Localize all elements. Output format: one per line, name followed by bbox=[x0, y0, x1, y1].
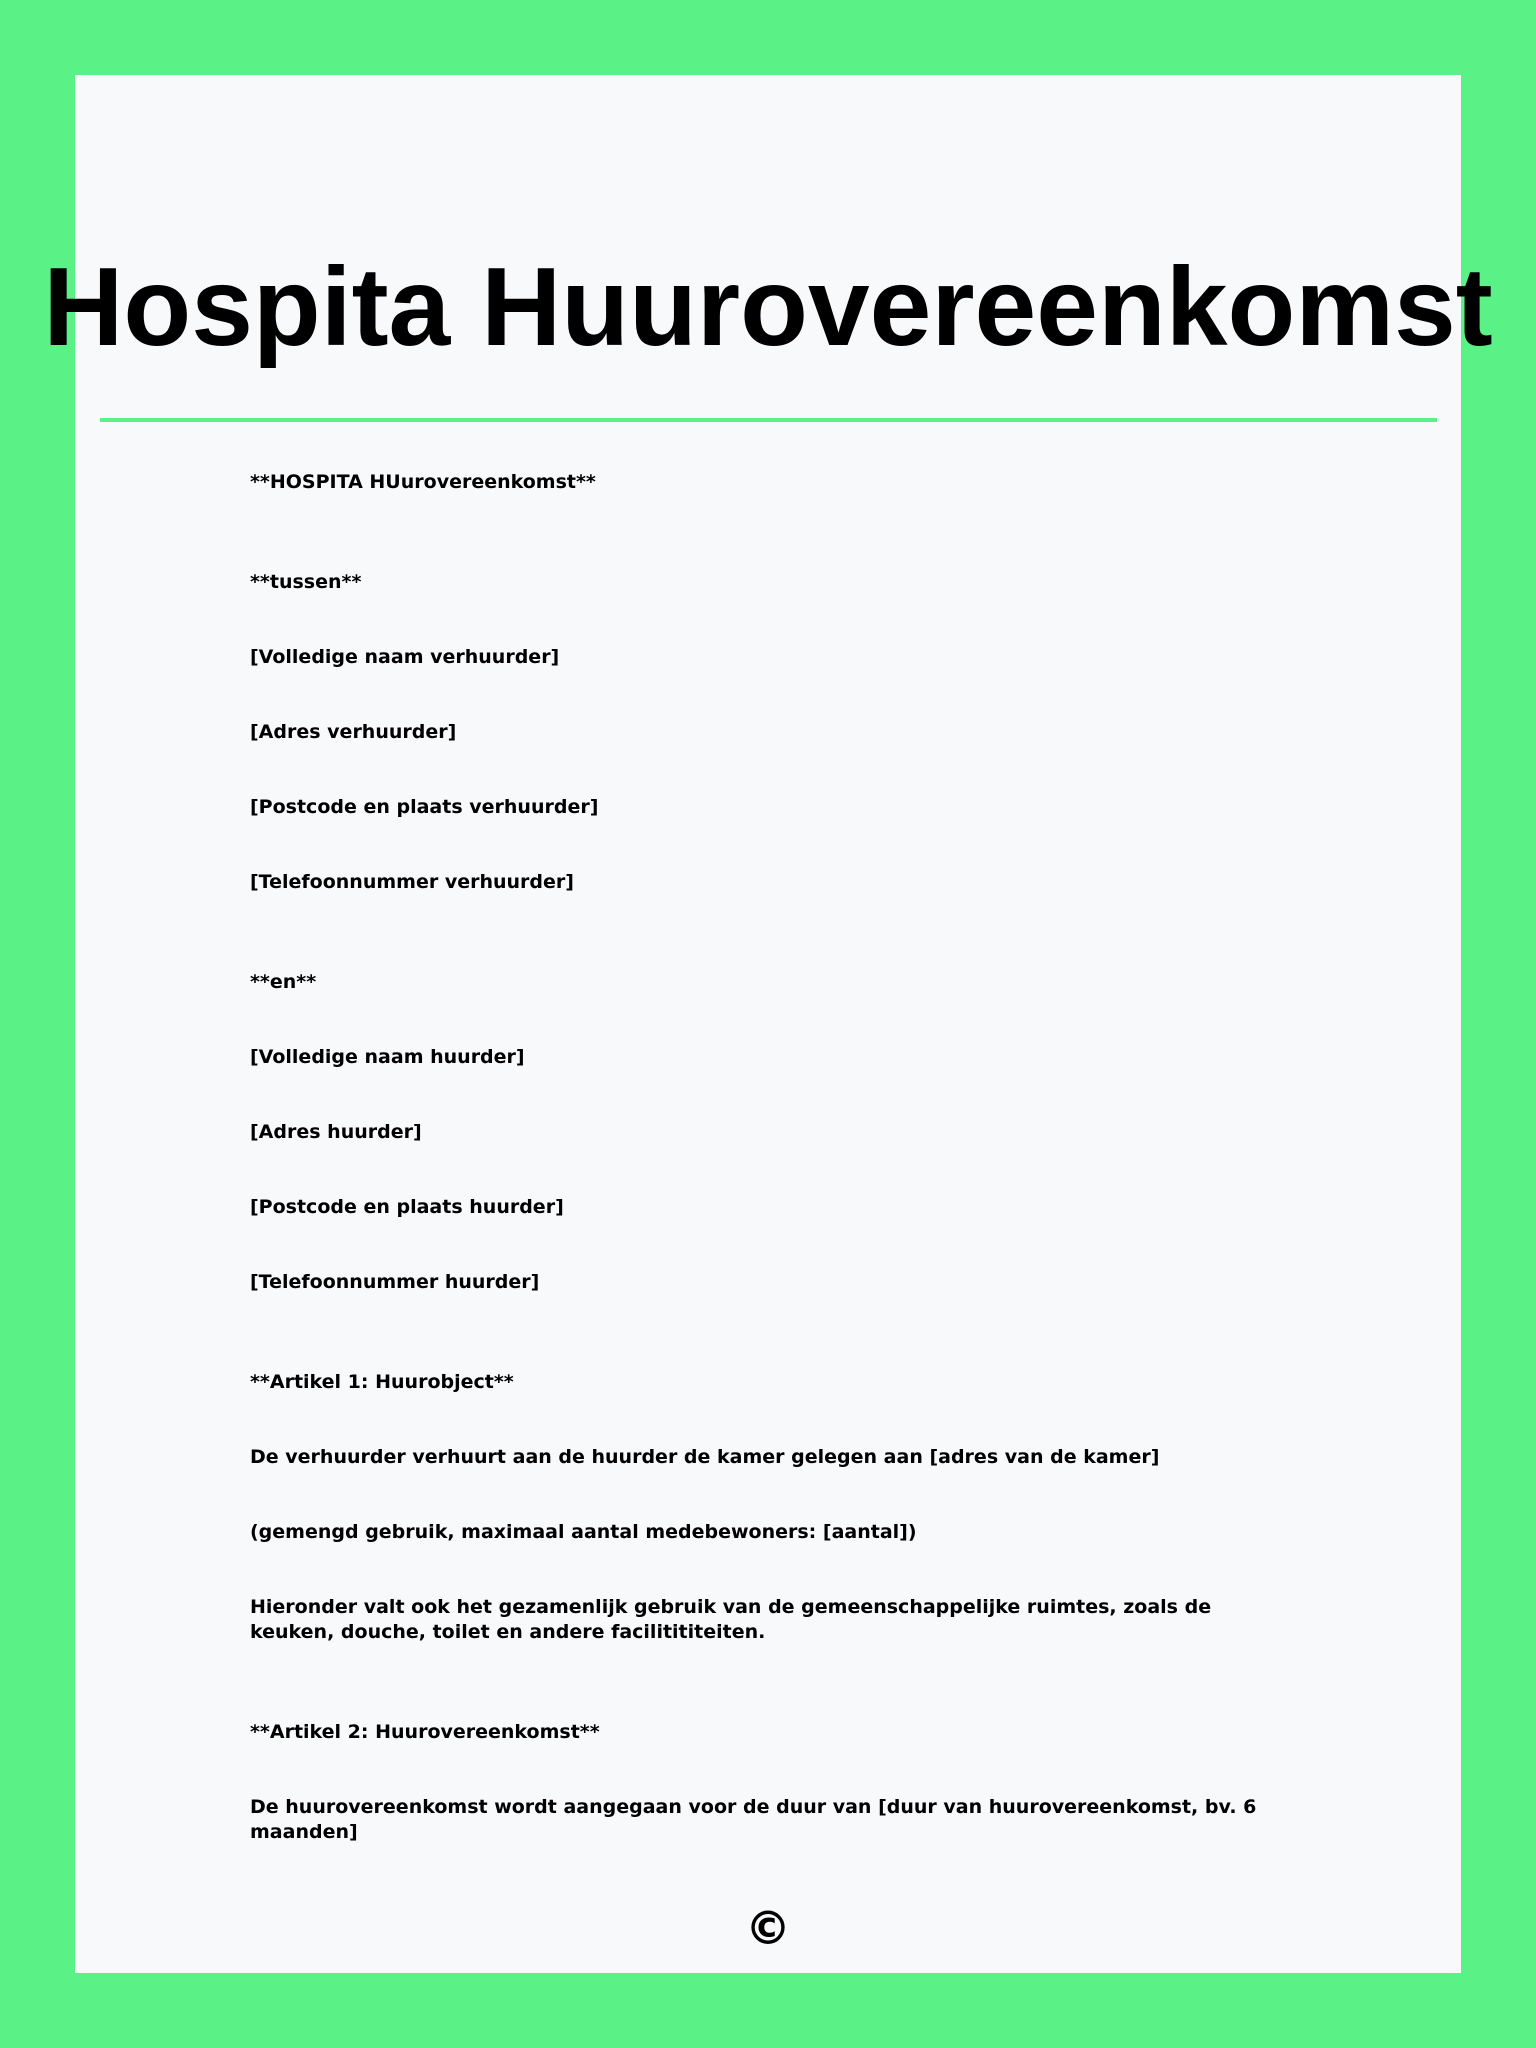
tenant-address-field: [Adres huurder] bbox=[250, 1121, 422, 1143]
tenant-name-field: [Volledige naam huurder] bbox=[250, 1046, 525, 1068]
article-1-heading: **Artikel 1: Huurobject** bbox=[250, 1371, 514, 1393]
document-title: Hospita Huurovereenkomst bbox=[43, 245, 1493, 369]
landlord-name-field: [Volledige naam verhuurder] bbox=[250, 646, 560, 668]
landlord-address-field: [Adres verhuurder] bbox=[250, 721, 457, 743]
doc-party-intro-landlord: **tussen** bbox=[250, 571, 362, 593]
doc-party-intro-tenant: **en** bbox=[250, 971, 317, 993]
article-1-paragraph-1: De verhuurder verhuurt aan de huurder de kamer gelegen aan [adres van de kamer] bbox=[250, 1446, 1160, 1468]
tenant-postcode-field: [Postcode en plaats huurder] bbox=[250, 1196, 564, 1218]
article-1-paragraph-3: Hieronder valt ook het gezamenlijk gebruik van de gemeenschappelijke ruimtes, zoals de keuken, douche, toilet en andere facilitititeiten. bbox=[250, 1596, 1212, 1643]
doc-heading: **HOSPITA HUurovereenkomst** bbox=[250, 471, 596, 493]
article-2-heading: **Artikel 2: Huurovereenkomst** bbox=[250, 1721, 600, 1743]
article-2-paragraph-1: De huurovereenkomst wordt aangegaan voor de duur van [duur van huurovereenkomst, bv. 6 maanden] bbox=[250, 1796, 1257, 1843]
title-divider bbox=[100, 418, 1437, 422]
landlord-postcode-field: [Postcode en plaats verhuurder] bbox=[250, 796, 599, 818]
landlord-phone-field: [Telefoonnummer verhuurder] bbox=[250, 871, 574, 893]
article-1-paragraph-2: (gemengd gebruik, maximaal aantal medebewoners: [aantal]) bbox=[250, 1521, 917, 1543]
copyright-icon: © bbox=[745, 1901, 791, 1955]
tenant-phone-field: [Telefoonnummer huurder] bbox=[250, 1271, 540, 1293]
